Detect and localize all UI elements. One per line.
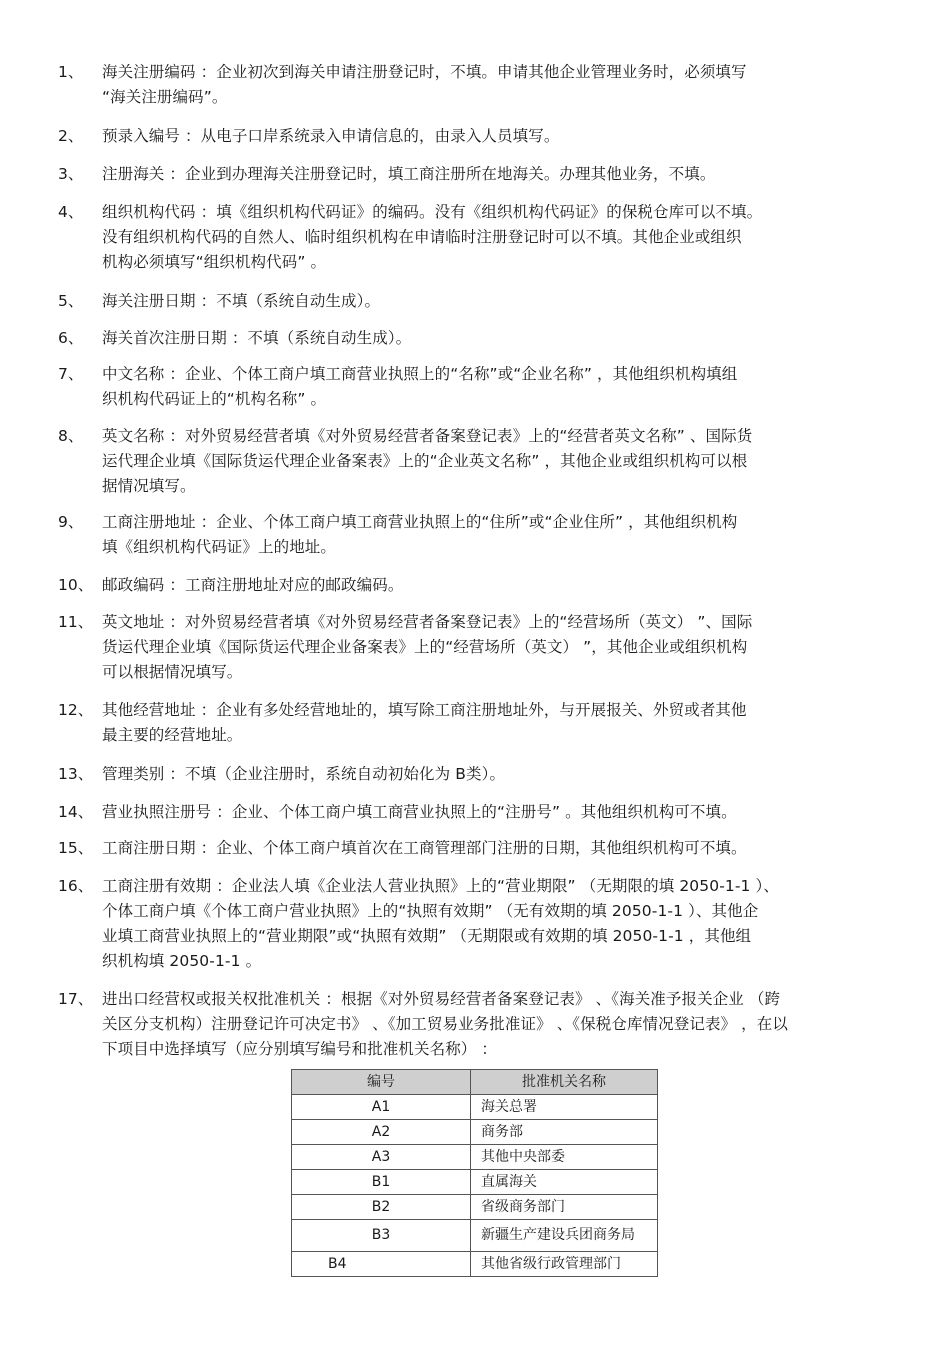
item-number: 14、 [58, 803, 94, 821]
item-text-line: 组织机构代码 ：填《组织机构代码证》的编码。没有《组织机构代码证》的保税仓库可以不填。 [102, 203, 763, 221]
item-text [102, 610, 892, 685]
item-text-line: 没有组织机构代码的自然人、临时组织机构在申请临时注册登记时可以不填。其他企业或组织 [102, 228, 742, 246]
item-number: 11、 [58, 613, 94, 631]
item-text [102, 326, 892, 351]
item-number: 16、 [58, 877, 94, 895]
table-row [292, 1252, 658, 1277]
authority-name: 其他中央部委 [471, 1145, 658, 1170]
item-text-line: 英文名称 ：对外贸易经营者填《对外贸易经营者备案登记表》上的“经营者英文名称” 、国际货 [102, 427, 753, 445]
item-number: 6、 [58, 329, 84, 347]
item-text-line: 填《组织机构代码证》上的地址。 [102, 538, 337, 556]
item-number: 4、 [58, 203, 84, 221]
table-row [292, 1220, 658, 1252]
item-text-line: 海关注册编码 ：企业初次到海关申请注册登记时，不填。申请其他企业管理业务时，必须填写 [102, 63, 747, 81]
item-text [102, 362, 892, 412]
item-text-line: 可以根据情况填写。 [102, 663, 243, 681]
item-text-line: 最主要的经营地址。 [102, 726, 243, 744]
item-text-line: 工商注册有效期 ：企业法人填《企业法人营业执照》上的“营业期限” （无期限的填 2050-1-1 ）、 [102, 877, 779, 895]
authority-code: A1 [292, 1095, 471, 1120]
authority-code: B4 [292, 1252, 471, 1277]
item-text-line: 海关首次注册日期 ：不填（系统自动生成）。 [102, 329, 412, 347]
authority-code: A2 [292, 1120, 471, 1145]
item-text-line: 预录入编号 ：从电子口岸系统录入申请信息的，由录入人员填写。 [102, 127, 560, 145]
item-text [102, 573, 892, 598]
column-header-code: 编号 [292, 1070, 471, 1095]
item-text [102, 987, 892, 1062]
authority-name: 商务部 [471, 1120, 658, 1145]
item-text-line: 注册海关 ：企业到办理海关注册登记时，填工商注册所在地海关。办理其他业务，不填。 [102, 165, 716, 183]
authority-code: B1 [292, 1170, 471, 1195]
item-text [102, 60, 892, 110]
item-number: 9、 [58, 513, 84, 531]
column-header-authority-name: 批准机关名称 [471, 1070, 658, 1095]
item-text-line: 据情况填写。 [102, 477, 196, 495]
item-number: 2、 [58, 127, 84, 145]
item-text-line: 英文地址 ：对外贸易经营者填《对外贸易经营者备案登记表》上的“经营场所（英文） ”、国际 [102, 613, 753, 631]
authority-name: 省级商务部门 [471, 1195, 658, 1220]
item-text-line: 运代理企业填《国际货运代理企业备案表》上的“企业英文名称” ，其他企业或组织机构可以根 [102, 452, 748, 470]
item-text [102, 200, 892, 275]
table-row [292, 1170, 658, 1195]
approval-authority-table [291, 1069, 658, 1277]
authority-name: 直属海关 [471, 1170, 658, 1195]
item-text [102, 510, 892, 560]
item-number: 17、 [58, 990, 94, 1008]
item-text-line: 中文名称 ：企业、个体工商户填工商营业执照上的“名称”或“企业名称” ，其他组织机构填组 [102, 365, 738, 383]
item-number: 12、 [58, 701, 94, 719]
item-text [102, 874, 892, 974]
item-text [102, 698, 892, 748]
item-text-line: 货运代理企业填《国际货运代理企业备案表》上的“经营场所（英文） ”，其他企业或组织机构 [102, 638, 748, 656]
item-text [102, 762, 892, 787]
authority-name: 其他省级行政管理部门 [471, 1252, 658, 1277]
item-number: 10、 [58, 576, 94, 594]
item-text [102, 162, 892, 187]
item-text-line: 邮政编码 ：工商注册地址对应的邮政编码。 [102, 576, 404, 594]
authority-code: B3 [292, 1220, 471, 1252]
item-text-line: 工商注册日期 ：企业、个体工商户填首次在工商管理部门注册的日期，其他组织机构可不填。 [102, 839, 747, 857]
authority-name: 海关总署 [471, 1095, 658, 1120]
item-text-line: 工商注册地址 ：企业、个体工商户填工商营业执照上的“住所”或“企业住所” ，其他组织机构 [102, 513, 738, 531]
item-number: 1、 [58, 63, 84, 81]
item-text [102, 424, 892, 499]
authority-code: A3 [292, 1145, 471, 1170]
table-header-row [292, 1070, 658, 1095]
table-row [292, 1145, 658, 1170]
item-number: 7、 [58, 365, 84, 383]
item-text-line: 关区分支机构）注册登记许可决定书》 、《加工贸易业务批准证》 、《保税仓库情况登记表》 ，在以 [102, 1015, 788, 1033]
authority-name: 新疆生产建设兵团商务局 [471, 1220, 658, 1252]
item-text-line: “海关注册编码”。 [102, 88, 228, 106]
item-number: 5、 [58, 292, 84, 310]
table-row [292, 1195, 658, 1220]
item-number: 3、 [58, 165, 84, 183]
item-text-line: 营业执照注册号 ：企业、个体工商户填工商营业执照上的“注册号” 。其他组织机构可不填。 [102, 803, 737, 821]
item-number: 8、 [58, 427, 84, 445]
item-text-line: 业填工商营业执照上的“营业期限”或“执照有效期” （无期限或有效期的填 2050-1-1 ，其他组 [102, 927, 752, 945]
item-number: 13、 [58, 765, 94, 783]
item-text [102, 124, 892, 149]
item-number: 15、 [58, 839, 94, 857]
item-text-line: 个体工商户填《个体工商户营业执照》上的“执照有效期” （无有效期的填 2050-1-1 ）、其他企 [102, 902, 759, 920]
item-text-line: 织机构代码证上的“机构名称” 。 [102, 390, 327, 408]
item-text [102, 289, 892, 314]
item-text [102, 800, 892, 825]
item-text-line: 管理类别 ：不填（企业注册时，系统自动初始化为 B类）。 [102, 765, 506, 783]
item-text [102, 836, 892, 861]
item-text-line: 机构必须填写“组织机构代码” 。 [102, 253, 327, 271]
item-text-line: 织机构填 2050-1-1 。 [102, 952, 262, 970]
table-row [292, 1095, 658, 1120]
item-text-line: 下项目中选择填写（应分别填写编号和批准机关名称） ： [102, 1040, 498, 1058]
item-text-line: 其他经营地址 ：企业有多处经营地址的，填写除工商注册地址外，与开展报关、外贸或者其他 [102, 701, 747, 719]
table-row [292, 1120, 658, 1145]
item-text-line: 海关注册日期 ：不填（系统自动生成）。 [102, 292, 381, 310]
item-text-line: 进出口经营权或报关权批准机关 ：根据《对外贸易经营者备案登记表》 、《海关准予报关企业 （跨 [102, 990, 781, 1008]
authority-code: B2 [292, 1195, 471, 1220]
